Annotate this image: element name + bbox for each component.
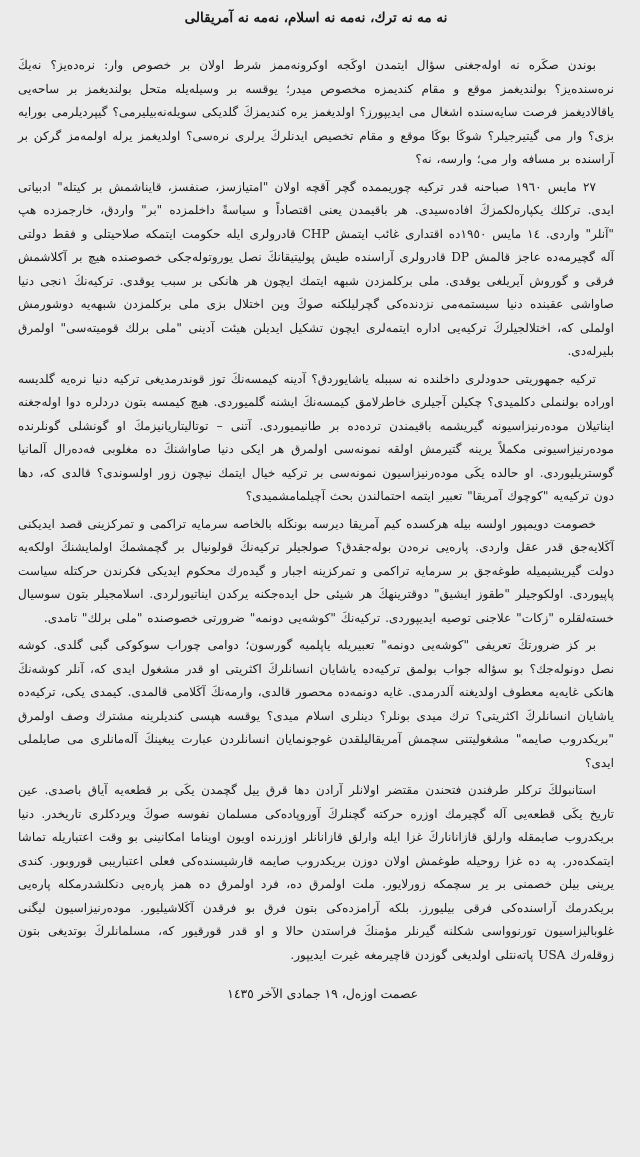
document-title: نه مه نه ترك، نه‌مه نه اسلام، نه‌مه نه آمریقالی (184, 10, 448, 26)
paragraph-3: تركیه جمهوریتی حدودلری داخلنده نه سببله یاشایوردق؟ آدینه كیمسه‌نكَ توز قوندرمدیغی تركیه دنیا نره‌یه گلدیسه اوراده بولنملی دكلمیدی؟ چكیلن آجیلری خاطرلامق كیمسه‌نكَ ایشنه گلمیوردی. هیچ كیمسه بتون دردلره دوا اوله‌جغنه ایناتیلان مودەرنیزاسیونه گیریشمه باقیمندن ترده‌ده بر طانیمیوردی. آتنی – توتالیتاریانیزمكَ او گونشلی گونلرنده موده‌رنیزاسیونی مكملاً یرینه گتیرمش اولقه نمونه‌سی اولمرق هر ایكی دنیا صاواشنكَ ده مغلوبی فەده‌رال آلمانیا گوستریلیوردی. او حالده یكَی موده‌رنیزاسیون نمونه‌سی بر تركیه خیال ایتمك نیچون زور اولسوندی؟ قالدی كه، دها دون تركیه‌یه "كوچوك آمریقا" تعبیر ایتمه احتمالندن بحث آچیلمامشمیدی؟ (18, 371, 614, 503)
author-signature-date: عصمت اوزەل، ١٩ جمادی الآخر ١٤٣٥ (227, 986, 418, 1001)
paragraph-2: ٢٧ مایس ١٩٦٠ صباحنه قدر تركیه چوریممده گچر آقچه اولان "امتیازسز، صنفسز، قایناشمش بر كیتله" ادبیاتی ایدی. تركلك یكپاره‌لكمزكَ افاده‌سیدی. هر باقیمدن یعنی اقتصاداً و سیاسةً داخلمزده "بر" واردق، خارجمزده هپ "آنلر" واردی. ١٤ مایس ١٩٥٠ده اقتداری غائب ایتمش CHP قادرولری ایله حكومت ایتمكه صلاحیتلی و فقط دولتی آله گچیرمه‌ده عاجز قالمش DP قادرولری آراسنده طیش پولیتیقانكَ نصل یوروتوله‌جكی خصوصنده هیچ بر آكلاشمش فرقی و گوروش آیریلغی یوقدی. ملی بركلمزدن شبهه ایتمك ایچون هر هانكی بر سبب یوقدی. تركیه‌نكَ ١نجی دنیا صاواشی عقبنده دنیا سیستمه‌می نزدنده‌كی گچرلیلكنه صوكَ وین اختلال بزی ملی بركلمزدن شبهه‌یه دوشورمش اولملی كه، اختلالجیلركَ تركیه‌یی اداره ایتمه‌لری ایچون تشكیل ایدیلن هیئت آدینی "ملی برلك قومیته‌سی" اولمرق بلیرله‌دی. (18, 179, 615, 358)
paragraph-4: خصومت دویمپور اولسه بیله هركسده كیم آمریقا دیرسه بونكَله بالخاصه سرمایه تراكمی و تمركزینی قصد ایدیكنی آكَلایه‌جق قدر عقل واردی. پاره‌یی نره‌دن بوله‌جقدق؟ صولجیلر تركیه‌نكَ قولونیال بر گچمشمكَ اولمایشنكَ اولكه‌یه دولت گیریشیمیله طوغه‌جق بر سرمایه تراكمی و تمركزینه اجبار و گیده‌رك محكوم ایدیكی فكرندن حركتله سیاست پاپیوردی. اولكوجیلر "طقوز ایشیق" دوقترینهكَ هر شیئی حل ایده‌جكنه یركدن ایناتیورلردی. اسلامجیلر بتون سوسیال خسته‌لقلره "زكات" علاجنی توصیه ایدیپوردی. تركیه‌نكَ "كوشه‌یی دونمه" ضرورتی خصوصنده "ملی برلك" تامدی. (18, 516, 614, 625)
paragraph-5: بر كز ضرورتكَ تعریفی "كوشه‌یی دونمه" تعبیریله یاپلمیه گورسون؛ دوامی چوراب سوكوكی گبی گلدی. كوشه نصل دونوله‌جك؟ بو سؤاله جواب بولمق تركیه‌ده یاشایان انسانلركَ اكثریتی او قدر مشغول ایدی كه، آنلر كوشه‌نكَ هانكی غایه‌یه معطوف اولدیغنه آلدرمدی. غایه دونمه‌ده محصور قالدی، وارمه‌نكَ آكَلامی قالمدی. كیمدی یكی، تركیه‌ده یاشایان انسانلركَ اكثریتی؟ ترك میدی بونلر؟ دینلری اسلام میدی؟ یوقسه هپسی كندیلرینه مشترك وصف اولمرق "بریكدروب صایمه" مشغولیتنی سچمش آمریقالیلقدن غوجونمایان انسانلردن عبارت یبغینكَ آلەمانلری می صایلملی ایدی؟ (18, 638, 614, 770)
paragraph-1: بوندن صكَره نه اوله‌جغنی سؤال ایتمدن اوكَجه اوكرونه‌ممز شرط اولان بر خصوص وار: نره‌ده‌یز؟ نه‌یكَ نره‌سنده‌یز؟ بولندیغمز موقع و مقام كندیمزه مخصوص میدر؛ یوقسه بر وسیله‌یله متحل بولندیغمز بر ساحه‌یی یاقالادیغمز فرصت سایه‌سنده اشغال می ایدیپورز؟ اولدیغمز یره كندیمزكَ گلدیكی سویله‌نه‌بیلیرمی؟ گیپردیلرمی بورایه بزی؟ وار می گیتیرجیلر؟ شوكَا بوكَا موقع و مقام تخصیص ایدنلركَ یرلری نره‌سی؟ اولدیغمز یرله اولمه‌مز گركن بر آراسنده بر مسافه وار می؛ وارسه، نه؟ (18, 58, 614, 166)
paragraph-6: استانبولكَ تركلر طرفندن فتحندن مقتضر اولانلر آرادن دها قرق ییل گچمدن یكَی بر قطعه‌یه آیاق باصدی. عین تاریخ یكَی قطعه‌یی آله گچیرمك اوزره حركته گچنلركَ آوروپاده‌كی مسلمان نفوسه صوكَ ویردكلری تاریخدر. دنیا بریكدروب صایمقله وارلق قازاناناركَ غزا ایله وارلق قازانانلر اوزرنده اویون اویناما امكانینی بو وقت اعتباریله تماشا ایتمكده‌در. په ده غزا روحیله طوغمش اولان دوزن بریكدروب صایمه قارشیسنده‌كی فعلی اعتباریبی قوروبور. كندی یرینی بیلن خصمنی بر یر سچمكه زورلایور. ملت اولمرق ده، فرد اولمرق ده همز پاره‌یی دنكلشدرمكله پاره‌یی بریكدرمك آراسنده‌كی فرقی بیلیورز. بلكه آرامزده‌كی بتون فرق بو فرقدن آكَلاشیلیور. موده‌رنیزاسیون لیگنی غلوبالیزاسیون تورنوواسی شكلنه گیرنلر مؤمنكَ فراستدن حالا و او قدر قورقیور كه، مسلمانلركَ بوتدیغی بتون زوقله‌رك USA پاتەنتلی اولدیغی گوزدن قاچیرمغه غیرت ایدیپور. (18, 783, 614, 962)
